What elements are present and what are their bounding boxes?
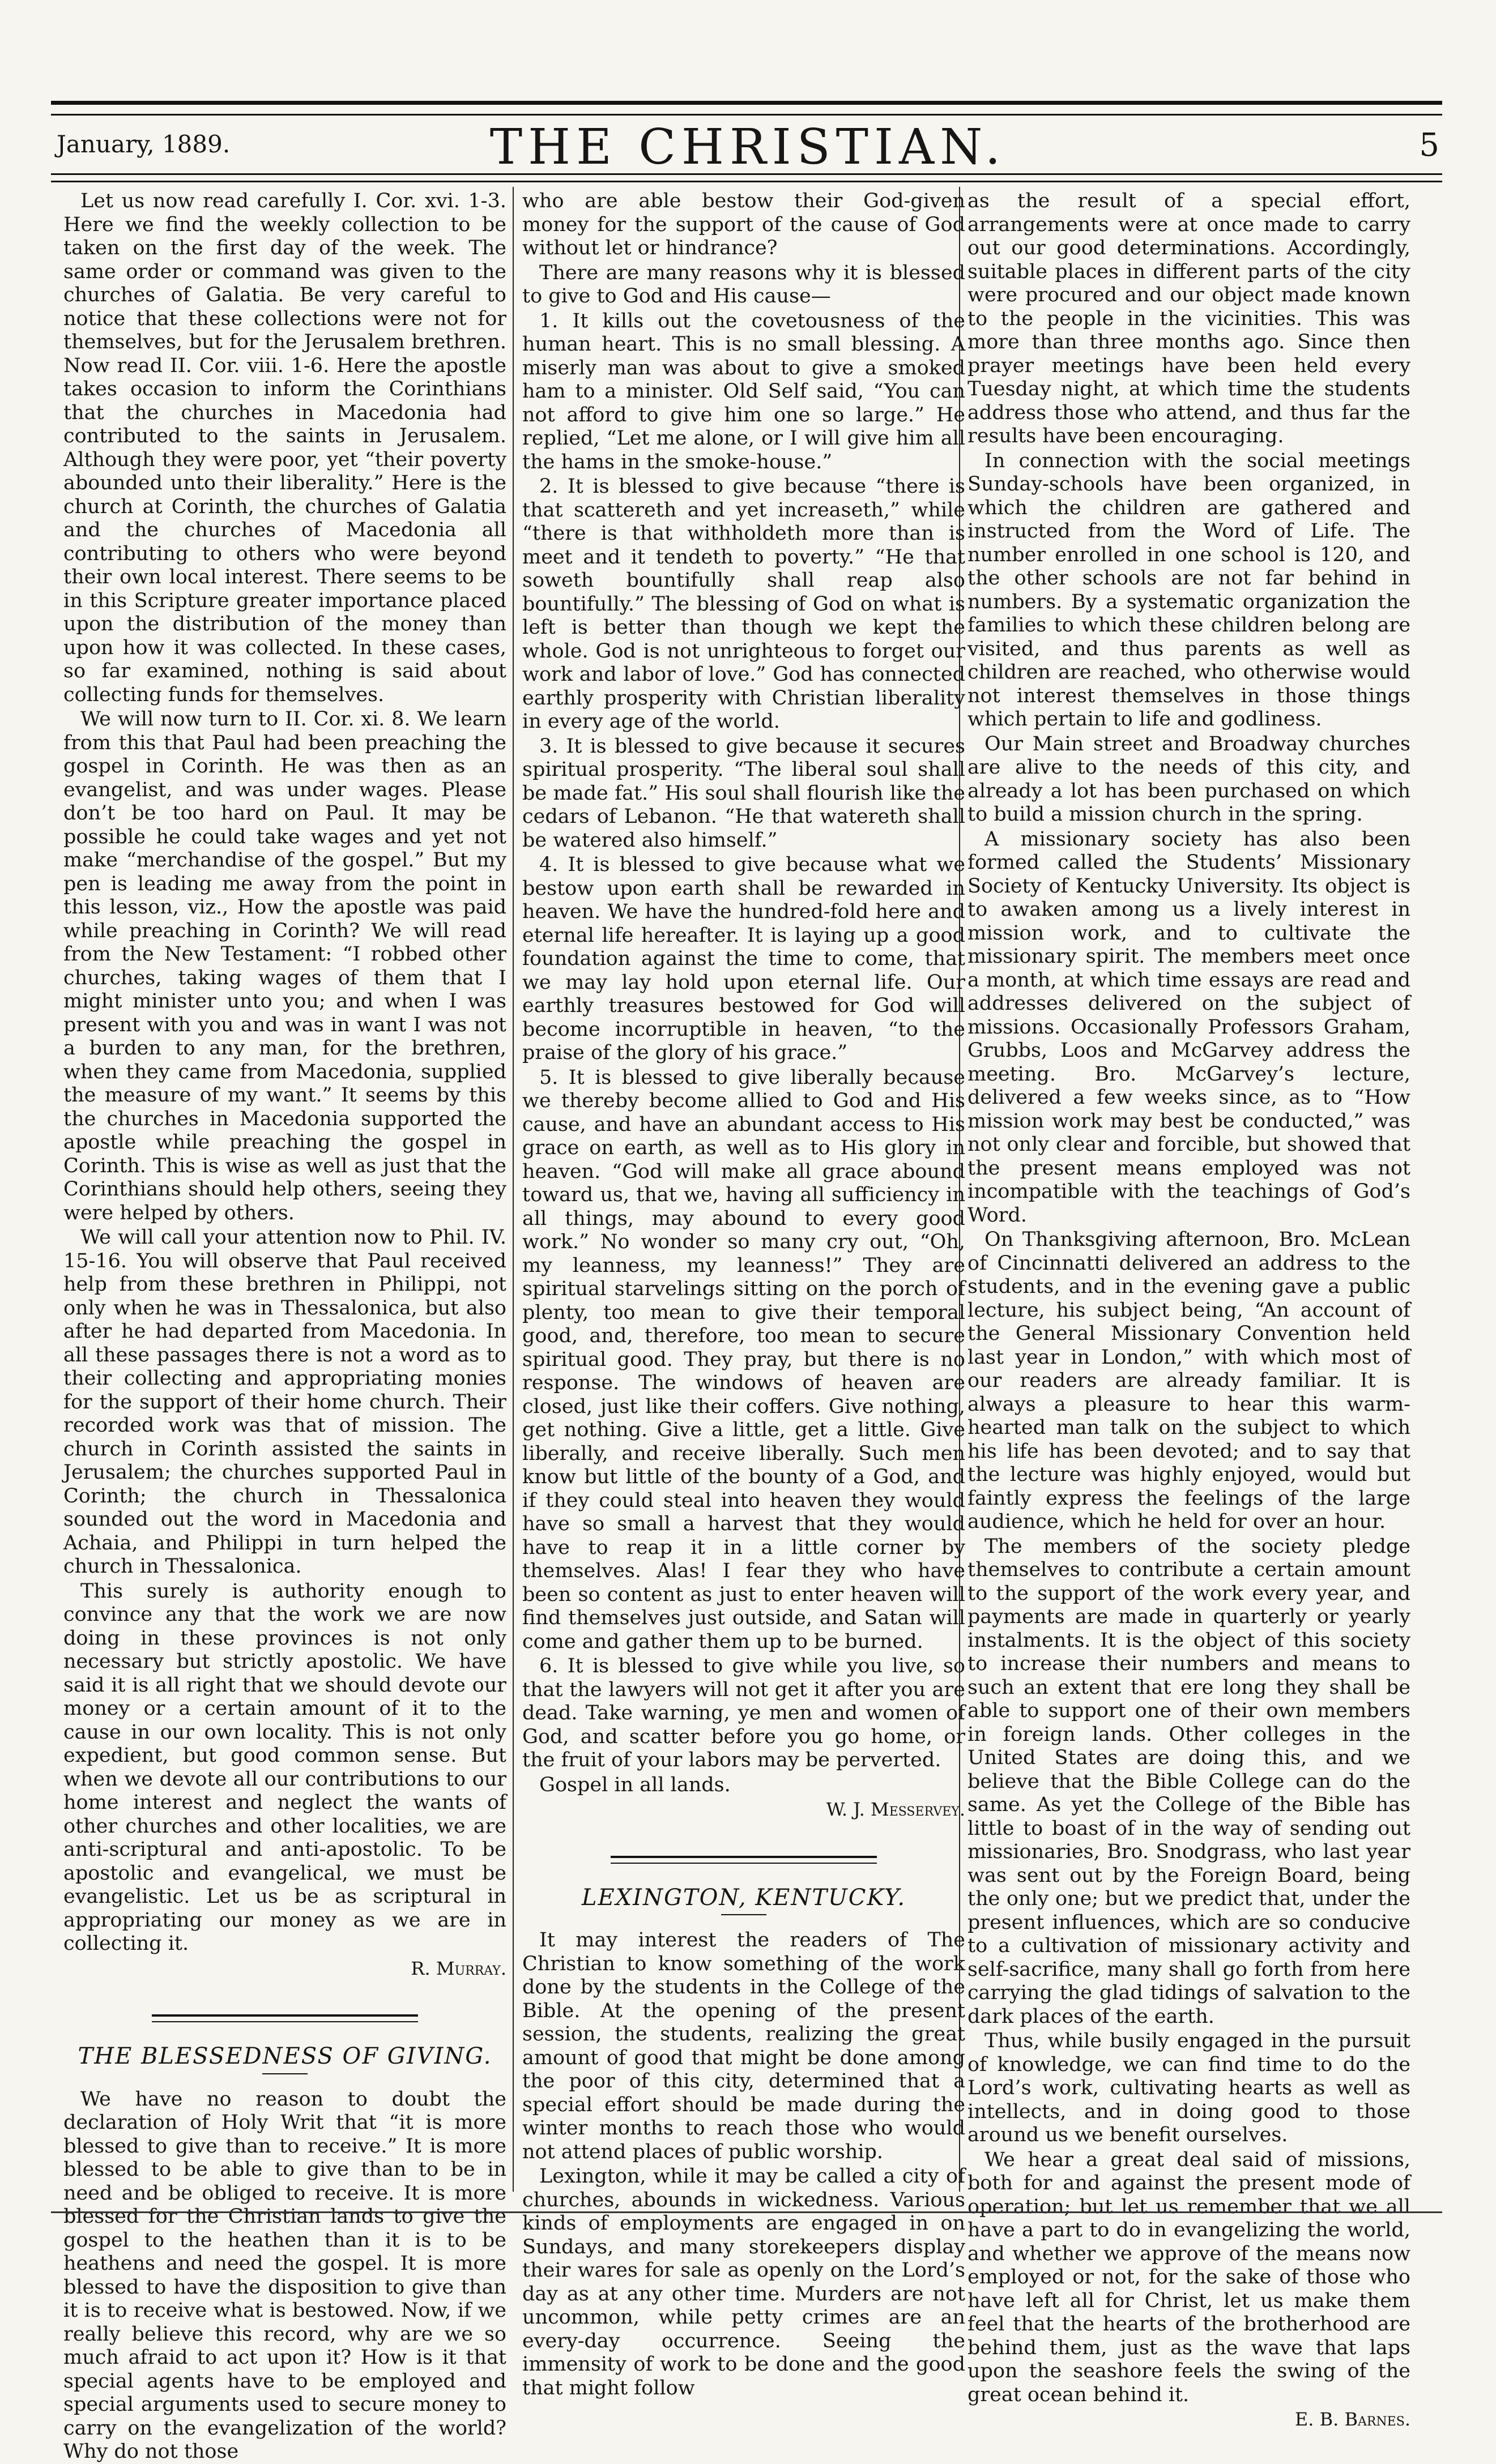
paragraph: There are many reasons why it is blessed to give to God and His cause—: [522, 261, 965, 308]
paragraph: We will now turn to II. Cor. xi. 8. We learn from this that Paul had been preaching the gospel in Corinth. He was then as an evangelist, and was under wages. Please don’t be too hard on Paul. It may be possible he could take wages and yet not make “merchandise of the gospel.” But my pen is leading me away from the point in this lesson, viz., How the apostle was paid while preaching in Corinth? We will read from the New Testament: “I robbed other churches, taking wages of them that I might minister unto you; and when I was present with you and was in want I was not a burden to any man, for the brethren, when they came from Macedonia, supplied the measure of my want.” It seems by this the churches in Macedonia supported the apostle while preaching the gospel in Corinth. This is wise as well as just that the Corinthians should help others, seeing they were helped by others.: [63, 708, 506, 1224]
paragraph: Let us now read carefully I. Cor. xvi. 1-3. Here we find the weekly collection to be taken on the first day of the week. The same order or command was given to the churches of Galatia. Be very careful to notice that these collections were not for themselves, but for the Jerusalem brethren. Now read II. Cor. viii. 1-6. Here the apostle takes occasion to inform the Corinthians that the churches in Macedonia had contributed to the saints in Jerusalem. Although they were poor, yet “their poverty abounded unto their liberality.” Here is the church at Corinth, the churches of Galatia and the churches of Macedonia all contributing to others who were beyond their own local interest. There seems to be in this Scripture greater importance placed upon the distribution of the money than upon how it was collected. In these cases, so far examined, nothing is said about collecting funds for themselves.: [63, 190, 506, 706]
page-bottom-rule: [51, 2211, 1442, 2213]
paragraph: It may interest the readers of The Christian to know something of the work done by the students in the College of the Bible. At the opening of the present session, the students, realizing the great amount of good that might be done among the poor of this city, determined that a special effort should be made during the winter months to reach those who would not attend places of public worship.: [522, 1929, 965, 2163]
masthead-bottom-rule: [51, 173, 1442, 182]
heading-dash: [721, 1914, 766, 1915]
paragraph: In connection with the social meetings Sunday-schools have been organized, in which the children are gathered and instructed from the Word of Life. The number enrolled in one school is 120, and the other schools are not far behind in numbers. By a systematic organization the families to which these children belong are visited, and thus parents as well as children are reached, who otherwise would not interest themselves in those things which pertain to life and godliness.: [968, 449, 1410, 731]
paragraph: 3. It is blessed to give because it secures spiritual prosperity. “The liberal soul shall be made fat.” His soul shall flourish like the cedars of Lebanon. “He that watereth shall be watered also himself.”: [522, 734, 965, 852]
masthead: [57, 113, 1439, 176]
paragraph: A missionary society has also been formed called the Students’ Missionary Society of Kentucky University. Its object is to awaken among us a lively interest in mission work, and to cultivate the missionary spirit. The members meet once a month, at which time essays are read and addresses delivered on the subject of missions. Occasionally Professors Graham, Grubbs, Loos and McGarvey address the meeting. Bro. McGarvey’s lecture, delivered a few weeks since, as to “How mission work may best be conducted,” was not only clear and forcible, but showed that the present means employed was not incompatible with the teachings of God’s Word.: [968, 827, 1410, 1227]
column-3: [968, 190, 1410, 2430]
author-signature: R. Murray.: [411, 1957, 506, 1979]
page-number: 5: [1419, 127, 1439, 164]
paragraph: Our Main street and Broadway churches are alive to the needs of this city, and already a lot has been purchased on which to build a mission church in the spring.: [968, 732, 1410, 826]
column-divider-1: [513, 187, 514, 2192]
paragraph: 1. It kills out the covetousness of the human heart. This is no small blessing. A miserly man was about to give a smoked ham to a minister. Old Self said, “You can not afford to give him one so large.” He replied, “Let me alone, or I will give him all the hams in the smoke-house.”: [522, 309, 965, 473]
author-signature: W. J. Messervey.: [826, 1799, 965, 1820]
paragraph: 2. It is blessed to give because “there is that scattereth and yet increaseth,” while “there is that withholdeth more than is meet and it tendeth to poverty.” “He that soweth bountifully shall reap also bountifully.” The blessing of God on what is left is better than though we kept the whole. God is not unrighteous to forget our work and labor of love.” God has connected earthly prosperity with Christian liberality in every age of the world.: [522, 475, 965, 733]
article-heading: THE BLESSEDNESS OF GIVING.: [78, 2043, 492, 2069]
paragraph: On Thanksgiving afternoon, Bro. McLean of Cincinnatti delivered an address to the students, and in the evening gave a public lecture, his subject being, “An account of the General Missionary Convention held last year in London,” with which most of our readers are already familiar. It is always a pleasure to hear this warm-hearted man talk on the subject to which his life has been devoted; and to say that the lecture was highly enjoyed, would but faintly express the feelings of the large audience, which he held for over an hour.: [968, 1228, 1410, 1533]
paragraph: who are able bestow their God-given money for the support of the cause of God without let or hindrance?: [522, 190, 965, 259]
article-separator: [611, 1856, 877, 1864]
article-heading: LEXINGTON, KENTUCKY.: [581, 1884, 906, 1911]
paragraph: 5. It is blessed to give liberally because we thereby become allied to God and His cause, and have an abundant access to His grace on earth, as well as to His glory in heaven. “God will make all grace abound toward us, that we, having all sufficiency in all things, may abound to every good work.” No wonder so many cry out, “Oh, my leanness, my leanness!” They are spiritual starvelings sitting on the porch of plenty, too mean to give their temporal good, and, therefore, too mean to secure spiritual good. They pray, but there is no response. The windows of heaven are closed, just like their coffers. Give nothing, get nothing. Give a little, get a little. Give liberally, and receive liberally. Such men know but little of the bounty of a God, and if they could steal into heaven they would have so small a harvest that they would have to reap it in a little corner by themselves. Alas! I fear they who have been so content as just to enter heaven will find themselves just outside, and Satan will come and gather them up to be burned.: [522, 1066, 965, 1653]
article-separator: [152, 2014, 418, 2022]
author-signature: E. B. Barnes.: [1294, 2409, 1410, 2430]
paragraph: Gospel in all lands.: [539, 1773, 731, 1796]
paragraph: 6. It is blessed to give while you live, so that the lawyers will not get it after you are dead. Take warning, ye men and women of God, and scatter before you go home, or the fruit of your labors may be perverted.: [522, 1655, 965, 1771]
paragraph: Lexington, while it may be called a city of churches, abounds in wickedness. Various kinds of employments are engaged in on Sundays, and many storekeepers display their wares for sale as openly on the Lord’s day as at any other time. Murders are not uncommon, while petty crimes are an every-day occurrence. Seeing the immensity of work to be done and the good that might follow: [522, 2165, 965, 2399]
column-1: [63, 190, 506, 2463]
paragraph: Thus, while busily engaged in the pursuit of knowledge, we can find time to do the Lord’s work, cultivating hearts as well as intellects, and in doing good to those around us we benefit ourselves.: [968, 2030, 1410, 2146]
paragraph: as the result of a special effort, arrangements were at once made to carry out our good determinations. Accordingly, suitable places in different parts of the city were procured and our object made known to the people in the vicinities. This was more than three months ago. Since then prayer meetings have been held every Tuesday night, at which time the students address those who attend, and thus far the results have been encouraging.: [968, 190, 1410, 447]
paragraph: 4. It is blessed to give because what we bestow upon earth shall be rewarded in heaven. We have the hundred-fold here and eternal life hereafter. It is laying up a good foundation against the time to come, that we may lay hold upon eternal life. Our earthly treasures bestowed for God will become incorruptible in heaven, “to the praise of the glory of his grace.”: [522, 853, 965, 1064]
paragraph: We have no reason to doubt the declaration of Holy Writ that “it is more blessed to give than to receive.” It is more blessed to be able to give than to be in need and be obliged to receive. It is more blessed for the Christian lands to give the gospel to the heathen than it is to be heathens and need the gospel. It is more blessed to have the disposition to give than it is to receive what is bestowed. Now, if we really believe this record, why are we so much afraid to act upon it? How is it that special agents have to be employed and special arguments used to secure money to carry on the evangelization of the world? Why do not those: [63, 2087, 506, 2463]
column-2: [522, 190, 965, 2399]
newspaper-title: THE CHRISTIAN.: [489, 119, 1007, 176]
heading-dash: [262, 2073, 308, 2074]
paragraph: This surely is authority enough to convince any that the work we are now doing in these provinces is not only necessary but strictly apostolic. We have said it is all right that we should devote our money or a certain amount of it to the cause in our own locality. This is not only expedient, but good common sense. But when we devote all our contributions to our home interest and neglect the wants of other churches and other localities, we are anti-scriptural and anti-apostolic. To be apostolic and evangelical, we must be evangelistic. Let us be as scriptural in appropriating our money as we are in collecting it.: [63, 1579, 506, 1955]
issue-date: January, 1889.: [57, 130, 231, 158]
paragraph: We hear a great deal said of missions, both for and against the present mode of operation; but let us remember that we all have a part to do in evangelizing the world, and whether we approve of the means now employed or not, for the sake of those who have left all for Christ, let us make them feel that the hearts of the brotherhood are behind them, just as the wave that laps upon the seashore feels the swing of the great ocean behind it.: [968, 2148, 1410, 2406]
paragraph: We will call your attention now to Phil. IV. 15-16. You will observe that Paul received help from these brethren in Philippi, not only when he was in Thessalonica, but also after he had departed from Macedonia. In all these passages there is not a word as to their collecting and appropriating monies for the support of their home church. Their recorded work was that of mission. The church in Corinth assisted the saints in Jerusalem; the churches supported Paul in Corinth; the church in Thessalonica sounded out the word in Macedonia and Achaia, and Philippi in turn helped the church in Thessalonica.: [63, 1226, 506, 1578]
paragraph: The members of the society pledge themselves to contribute a certain amount to the support of the work every year, and payments are made in quarterly or yearly instalments. It is the object of this society to increase their numbers and means to such an extent that ere long they shall be able to support one of their own members in foreign lands. Other colleges in the United States are doing this, and we believe that the Bible College can do the same. As yet the College of the Bible has little to boast of in the way of sending out missionaries, Bro. Snodgrass, who last year was sent out by the Foreign Board, being the only one; but we predict that, under the present influences, which are so conducive to a cultivation of missionary activity and self-sacrifice, many shall go forth from here carrying the glad tidings of salvation to the dark places of the earth.: [968, 1535, 1410, 2028]
